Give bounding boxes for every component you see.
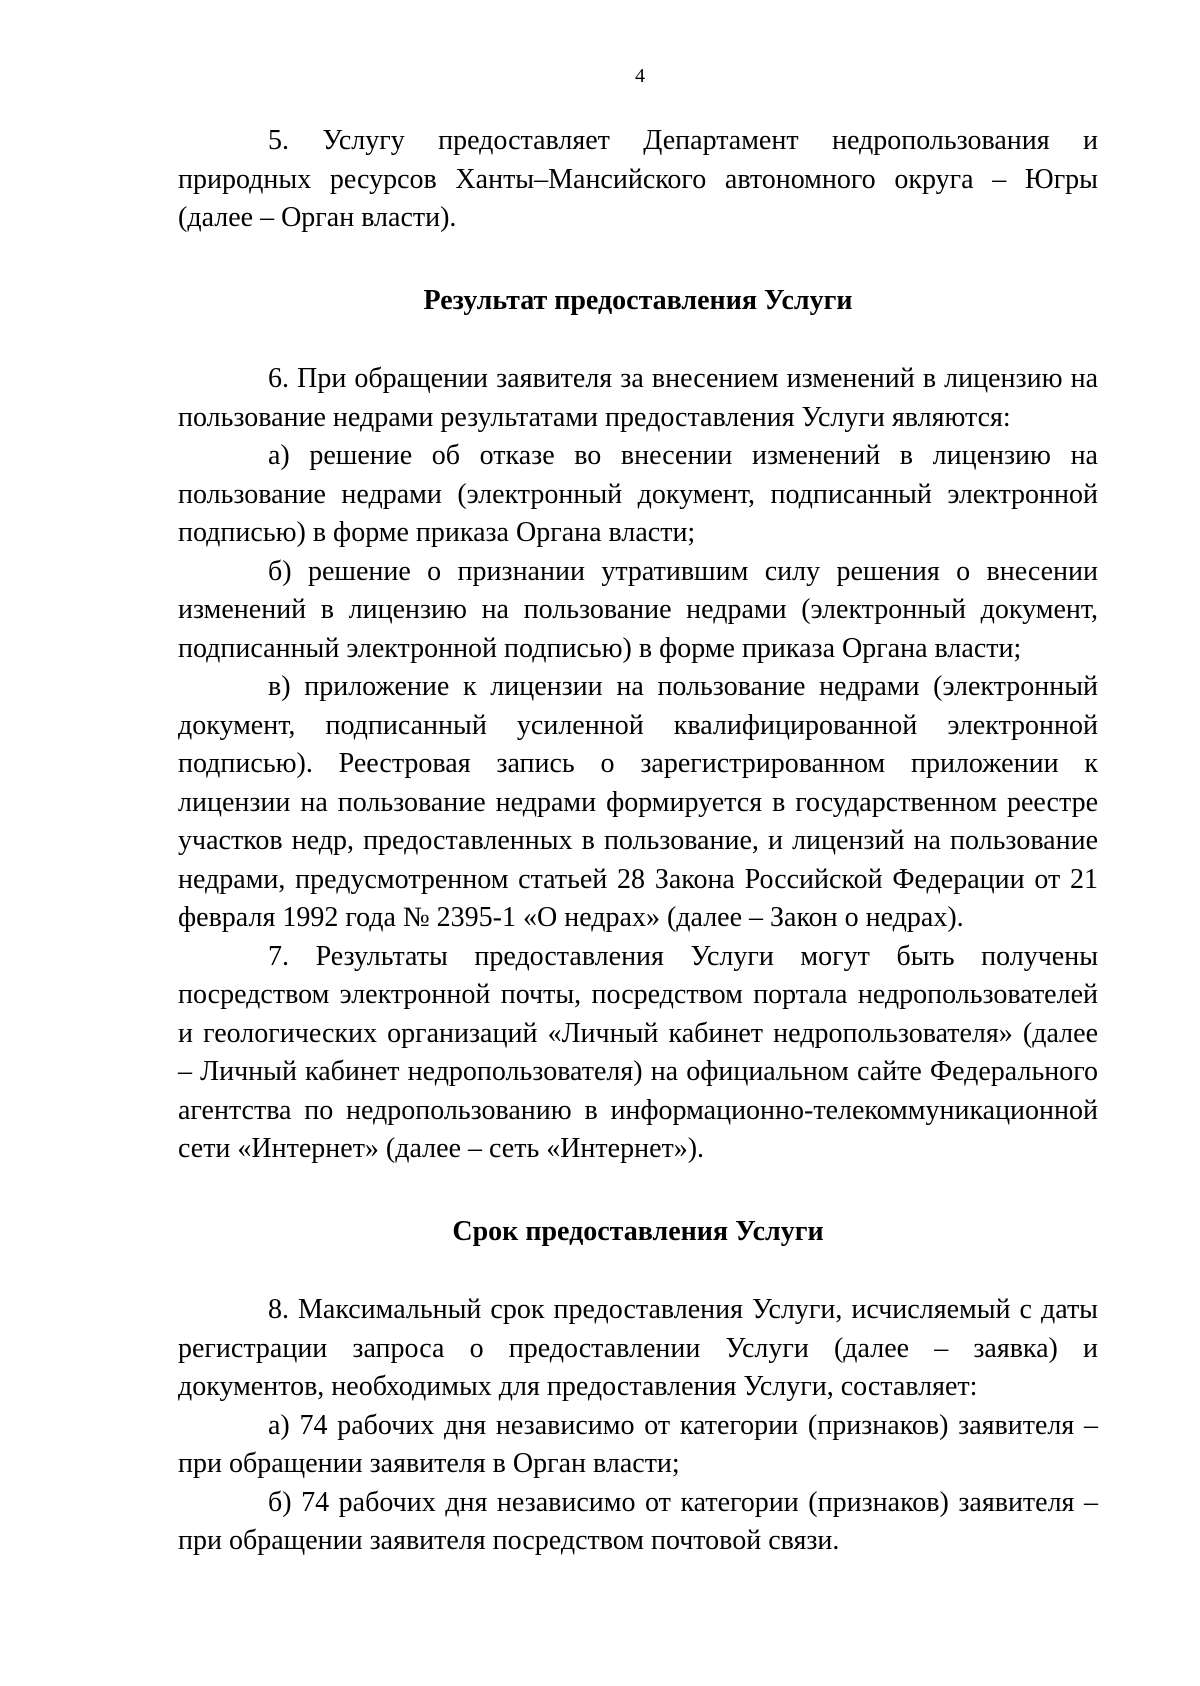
paragraph-8b: б) 74 рабочих дня независимо от категории (признаков) заявителя – при обращении заявителя посредством почтовой связи. <box>178 1486 1098 1556</box>
paragraph-6v: в) приложение к лицензии на пользование недрами (электронный документ, подписанный усиленной квалифицированной электронной подписью). Реестровая запись о зарегистрированном приложении к лицензии на пользование недрами формируется в государственном реестре участков недр, предоставленных в пользование, и лицензий на пользование недрами, предусмотренном статьей 28 Закона Российской Федерации от 21 февраля 1992 года № 2395-1 «О недрах» (далее – Закон о недрах). <box>178 671 1098 933</box>
paragraph-8: 8. Максимальный срок предоставления Услуги, исчисляемый с даты регистрации запроса о предоставлении Услуги (далее – заявка) и документов, необходимых для предоставления Услуги, составляет: <box>178 1294 1098 1402</box>
document-body <box>178 122 1098 1561</box>
paragraph-7: 7. Результаты предоставления Услуги могут быть получены посредством электронной почты, посредством портала недропользователей и геологических организаций «Личный кабинет недропользователя» (далее – Личный кабинет недропользователя) на официальном сайте Федерального агентства по недропользованию в информационно-телекоммуникационной сети «Интернет» (далее – сеть «Интернет»). <box>178 940 1098 1164</box>
paragraph-6: 6. При обращении заявителя за внесением изменений в лицензию на пользование недрами результатами предоставления Услуги являются: <box>178 363 1098 433</box>
paragraph-6b: б) решение о признании утратившим силу решения о внесении изменений в лицензию на пользование недрами (электронный документ, подписанный электронной подписью) в форме приказа Органа власти; <box>178 555 1098 664</box>
paragraph-8a: а) 74 рабочих дня независимо от категории (признаков) заявителя – при обращении заявителя в Орган власти; <box>178 1409 1098 1479</box>
paragraph-5: 5. Услугу предоставляет Департамент недропользования и природных ресурсов Ханты–Мансийского автономного округа – Югры (далее – Орган власти). <box>178 125 1098 233</box>
section-heading-term: Срок предоставления Услуги <box>452 1215 824 1247</box>
paragraph-6a: а) решение об отказе во внесении изменений в лицензию на пользование недрами (электронный документ, подписанный электронной подписью) в форме приказа Органа власти; <box>178 440 1098 548</box>
section-heading-result: Результат предоставления Услуги <box>423 284 853 316</box>
page-number: 4 <box>635 65 645 87</box>
